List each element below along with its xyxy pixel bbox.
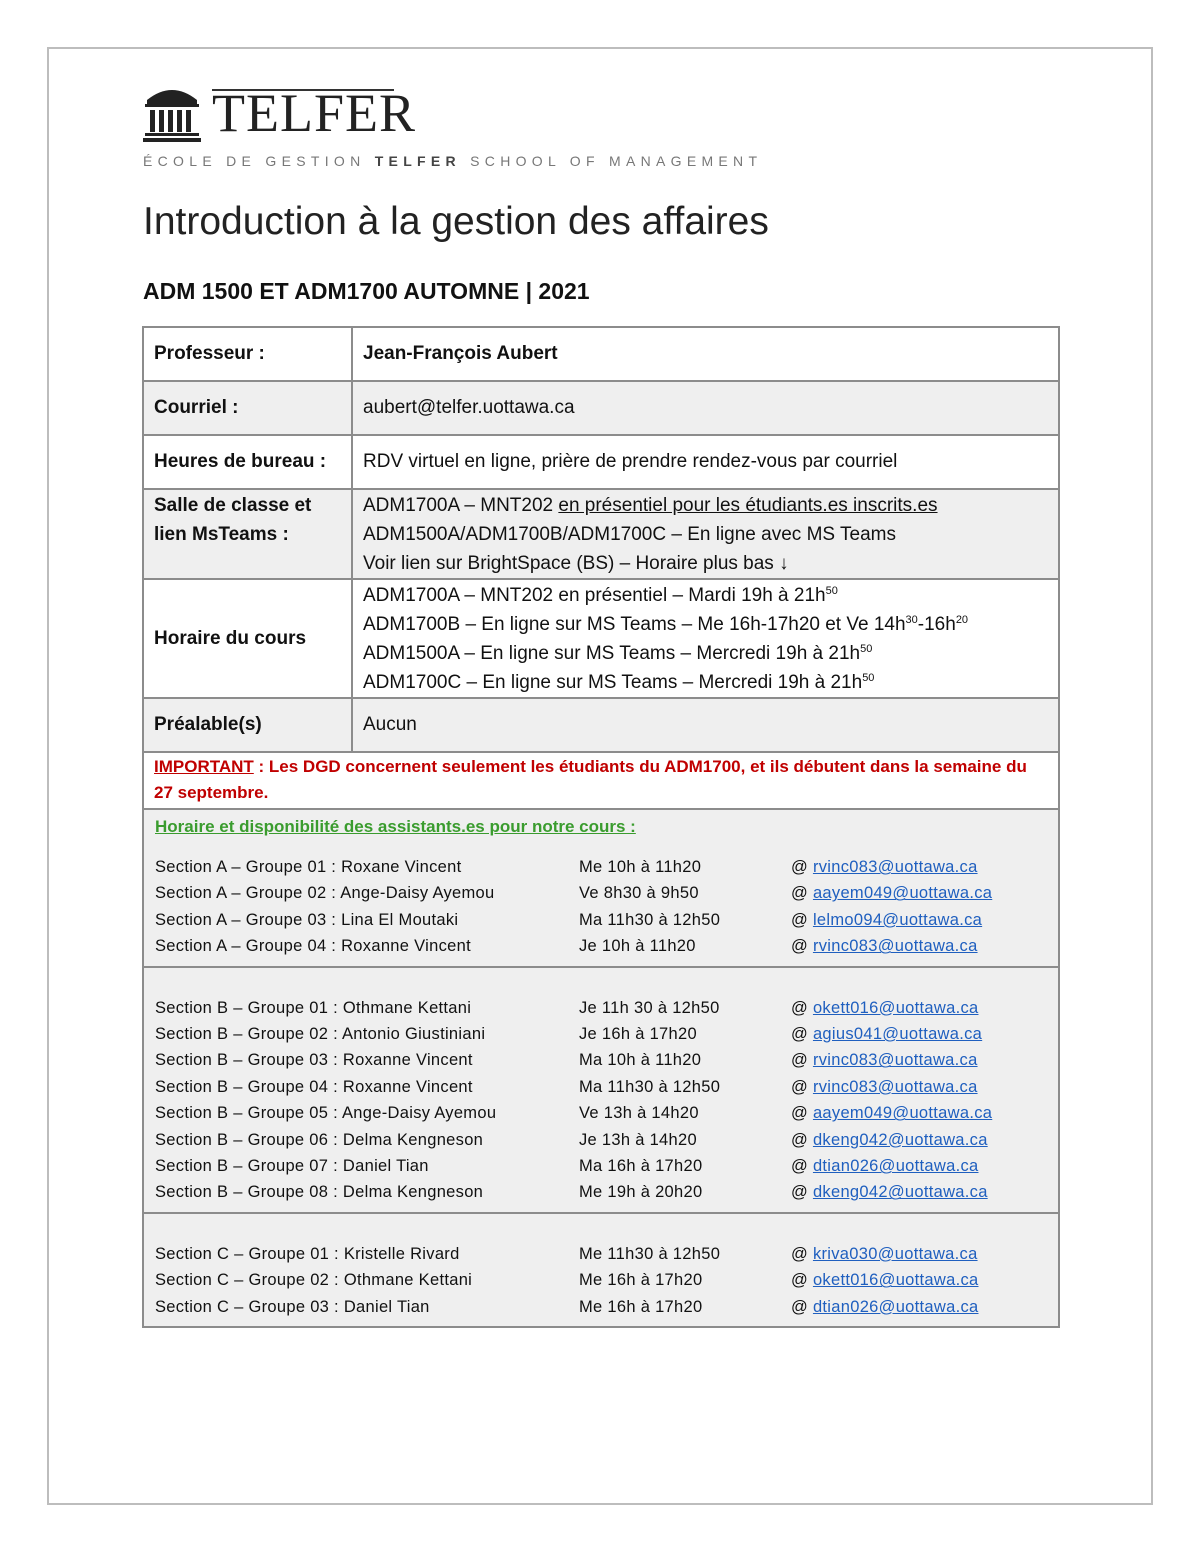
- ta-group-label: Section C – Groupe 01 :: [155, 1244, 339, 1263]
- email-row: [143, 381, 1059, 435]
- ta-email-cell: [791, 1153, 1021, 1179]
- ta-name: Roxanne Vincent: [342, 1077, 473, 1096]
- ta-email-cell: [791, 1127, 1021, 1153]
- tagline-left: ÉCOLE DE GESTION: [143, 153, 366, 169]
- ta-email-link[interactable]: agius041@uottawa.ca: [812, 1025, 983, 1044]
- office-hours-row: [143, 435, 1059, 489]
- ta-email-link[interactable]: lelmo094@uottawa.ca: [812, 910, 983, 929]
- ta-name: Delma Kengneson: [342, 1183, 484, 1202]
- ta-time: Je 10h à 11h20: [579, 937, 696, 956]
- ta-email-cell: [791, 1074, 1021, 1100]
- ta-name: Roxane Vincent: [341, 858, 462, 876]
- ta-email-cell: [791, 1100, 1021, 1126]
- ta-name: Ange-Daisy Ayemou: [340, 884, 495, 903]
- classroom-line-3: Voir lien sur BrightSpace (BS) – Horaire plus bas ↓: [363, 553, 789, 574]
- schedule-line-2: ADM1700B – En ligne sur MS Teams – Me 16h-17h20 et Ve $14h^{30}-16h^{20}$: [363, 614, 969, 635]
- ta-group-cell: [155, 1153, 579, 1179]
- ta-time: Me 16h à 17h20: [579, 1297, 703, 1316]
- important-text: : Les DGD concernent seulement les étudiants du ADM1700, et ils débutent dans la semaine du 27 septembre.: [154, 757, 1027, 802]
- ta-email-link[interactable]: rvinc083@uottawa.ca: [812, 1077, 978, 1096]
- ta-group-label: Section B – Groupe 06 :: [155, 1130, 339, 1149]
- ta-grid: [155, 1241, 1048, 1320]
- document-subtitle: ADM 1500 ET ADM1700 AUTOMNE | 2021: [143, 278, 590, 304]
- ta-time: Me 11h30 à 12h50: [579, 1244, 721, 1263]
- ta-email-cell: [791, 1047, 1021, 1073]
- ta-section-block: [144, 838, 1059, 966]
- telfer-wordmark: TELFER: [212, 83, 416, 143]
- tagline-bold: TELFER: [374, 153, 461, 169]
- at-sign-icon: @: [791, 884, 813, 903]
- ta-group-cell: [155, 1074, 579, 1100]
- ta-section-block: [144, 966, 1059, 1212]
- ta-name: Othmane Kettani: [343, 1271, 473, 1290]
- at-sign-icon: @: [791, 1051, 813, 1070]
- ta-time: Ve 8h30 à 9h50: [579, 884, 699, 903]
- ta-group-label: Section B – Groupe 04 :: [155, 1077, 339, 1096]
- ta-email-link[interactable]: rvinc083@uottawa.ca: [812, 937, 978, 956]
- ta-name: Ange-Daisy Ayemou: [342, 1104, 497, 1123]
- classroom-line-2: ADM1500A/ADM1700B/ADM1700C – En ligne avec MS Teams: [363, 524, 896, 545]
- ta-email-cell: [791, 854, 1021, 880]
- at-sign-icon: @: [791, 1104, 813, 1123]
- ta-email-cell: [791, 880, 1021, 906]
- classroom-row: [143, 489, 1059, 579]
- office-hours-value: RDV virtuel en ligne, prière de prendre rendez-vous par courriel: [352, 435, 1059, 489]
- ta-email-link[interactable]: aayem049@uottawa.ca: [812, 1104, 993, 1123]
- ta-time: Ma 11h30 à 12h50: [579, 910, 721, 929]
- ta-time: Me 16h à 17h20: [579, 1271, 703, 1290]
- ta-name: Delma Kengneson: [342, 1130, 484, 1149]
- tagline-right: SCHOOL OF MANAGEMENT: [470, 153, 763, 169]
- ta-group-label: Section A – Groupe 04 :: [155, 937, 337, 956]
- at-sign-icon: @: [791, 1025, 813, 1044]
- ta-email-link[interactable]: rvinc083@uottawa.ca: [812, 1051, 978, 1070]
- at-sign-icon: @: [791, 1077, 813, 1096]
- ta-group-cell: [155, 1241, 579, 1267]
- ta-time: Ve 13h à 14h20: [579, 1104, 699, 1123]
- ta-group-label: Section B – Groupe 07 :: [155, 1157, 339, 1176]
- ta-group-cell: [155, 1100, 579, 1126]
- ta-group-cell: [155, 907, 579, 933]
- ta-row: [143, 809, 1059, 1327]
- ta-email-cell: [791, 1021, 1021, 1047]
- professor-row: [143, 327, 1059, 381]
- ta-group-cell: [155, 854, 579, 880]
- ta-time: Ma 11h30 à 12h50: [579, 1077, 721, 1096]
- ta-group-label: Section A – Groupe 02 :: [155, 884, 337, 903]
- ta-email-cell: [791, 907, 1021, 933]
- classroom-label: Salle de classe et lien MsTeams :: [143, 489, 352, 579]
- ta-time: Me 10h à 11h20: [579, 858, 702, 876]
- ta-blocks: [155, 838, 1048, 1320]
- ta-time: Ma 10h à 11h20: [579, 1051, 702, 1070]
- schedule-line-3: ADM1500A – En ligne sur MS Teams – Mercredi 19h à $21h^{50}$: [363, 643, 873, 664]
- ta-name: Roxanne Vincent: [341, 937, 471, 956]
- ta-email-cell: [791, 1241, 1021, 1267]
- at-sign-icon: @: [791, 937, 813, 956]
- ta-grid: [155, 854, 1048, 960]
- ta-group-label: Section B – Groupe 03 :: [155, 1051, 339, 1070]
- ta-time: Me 19h à 20h20: [579, 1183, 703, 1202]
- ta-name: Kristelle Rivard: [343, 1244, 460, 1263]
- ta-group-cell: [155, 880, 579, 906]
- ta-group-label: Section C – Groupe 03 :: [155, 1297, 339, 1316]
- office-hours-label: Heures de bureau :: [143, 435, 352, 489]
- at-sign-icon: @: [791, 1183, 813, 1202]
- ta-group-label: Section A – Groupe 03 :: [155, 910, 337, 929]
- ta-email-link[interactable]: okett016@uottawa.ca: [812, 998, 979, 1017]
- ta-email-link[interactable]: rvinc083@uottawa.ca: [812, 858, 978, 876]
- at-sign-icon: @: [791, 1157, 813, 1176]
- ta-name: Roxanne Vincent: [342, 1051, 473, 1070]
- at-sign-icon: @: [791, 1297, 813, 1316]
- ta-section-block: [144, 1212, 1059, 1320]
- ta-group-cell: [155, 1021, 579, 1047]
- ta-group-cell: [155, 1179, 579, 1205]
- school-tagline: [143, 153, 762, 169]
- important-row: [143, 752, 1059, 809]
- ta-group-cell: [155, 1127, 579, 1153]
- professor-value: Jean-François Aubert: [352, 327, 1059, 381]
- ta-grid: [155, 995, 1048, 1206]
- at-sign-icon: @: [791, 1244, 813, 1263]
- schedule-row: [143, 579, 1059, 698]
- ta-name: Daniel Tian: [343, 1297, 430, 1316]
- course-info-table: [142, 326, 1060, 1328]
- at-sign-icon: @: [791, 858, 813, 876]
- ta-schedule: [143, 809, 1059, 1327]
- important-notice: [143, 752, 1059, 809]
- ta-group-label: Section B – Groupe 01 :: [155, 998, 339, 1017]
- ta-email-link[interactable]: dkeng042@uottawa.ca: [812, 1130, 988, 1149]
- ta-group-cell: [155, 995, 579, 1021]
- ta-group-label: Section A – Groupe 01 :: [155, 858, 337, 876]
- ta-time: Je 16h à 17h20: [579, 1025, 697, 1044]
- classroom-value: [352, 489, 1059, 579]
- ta-email-cell: [791, 1267, 1021, 1293]
- ta-time: Ma 16h à 17h20: [579, 1157, 703, 1176]
- ta-group-label: Section B – Groupe 02 :: [155, 1025, 339, 1044]
- ta-email-link[interactable]: dtian026@uottawa.ca: [812, 1157, 979, 1176]
- classroom-line-1: ADM1700A – MNT202 en présentiel pour les étudiants.es inscrits.es: [363, 495, 938, 516]
- at-sign-icon: @: [791, 998, 813, 1017]
- prerequisite-value: Aucun: [352, 698, 1059, 752]
- ta-email-link[interactable]: okett016@uottawa.ca: [812, 1271, 979, 1290]
- ta-name: Othmane Kettani: [342, 998, 472, 1017]
- ta-group-cell: [155, 1294, 579, 1320]
- at-sign-icon: @: [791, 1130, 813, 1149]
- document-title: Introduction à la gestion des affaires: [143, 200, 769, 243]
- ta-group-label: Section B – Groupe 08 :: [155, 1183, 339, 1202]
- ta-name: Antonio Giustiniani: [342, 1025, 486, 1044]
- ta-name: Daniel Tian: [342, 1157, 429, 1176]
- ta-group-cell: [155, 1267, 579, 1293]
- ta-email-cell: [791, 933, 1021, 959]
- important-keyword: IMPORTANT: [154, 757, 254, 776]
- ta-email-cell: [791, 995, 1021, 1021]
- ta-email-link[interactable]: aayem049@uottawa.ca: [812, 884, 993, 903]
- at-sign-icon: @: [791, 910, 813, 929]
- schedule-line-1: ADM1700A – MNT202 en présentiel – Mardi 19h à $21h^{50}$: [363, 585, 838, 606]
- prerequisite-row: [143, 698, 1059, 752]
- ta-email-link[interactable]: kriva030@uottawa.ca: [812, 1244, 978, 1263]
- at-sign-icon: @: [791, 1271, 813, 1290]
- schedule-value: [352, 579, 1059, 698]
- ta-email-cell: [791, 1179, 1021, 1205]
- ta-heading: Horaire et disponibilité des assistants.es pour notre cours :: [155, 817, 636, 836]
- schedule-line-4: ADM1700C – En ligne sur MS Teams – Mercredi 19h à $21h^{50}$: [363, 672, 875, 693]
- schedule-label: Horaire du cours: [143, 579, 352, 698]
- ta-group-cell: [155, 1047, 579, 1073]
- professor-label: Professeur :: [143, 327, 352, 381]
- ta-email-cell: [791, 1294, 1021, 1320]
- ta-email-link[interactable]: dkeng042@uottawa.ca: [812, 1183, 988, 1202]
- prerequisite-label: Préalable(s): [143, 698, 352, 752]
- ta-name: Lina El Moutaki: [341, 910, 459, 929]
- telfer-building-logo-icon: [143, 82, 201, 144]
- ta-group-label: Section B – Groupe 05 :: [155, 1104, 339, 1123]
- ta-group-label: Section C – Groupe 02 :: [155, 1271, 339, 1290]
- ta-time: Je 13h à 14h20: [579, 1130, 697, 1149]
- professor-email: aubert@telfer.uottawa.ca: [352, 381, 1059, 435]
- ta-group-cell: [155, 933, 579, 959]
- ta-email-link[interactable]: dtian026@uottawa.ca: [812, 1297, 979, 1316]
- ta-time: Je 11h 30 à 12h50: [579, 998, 720, 1017]
- email-label: Courriel :: [143, 381, 352, 435]
